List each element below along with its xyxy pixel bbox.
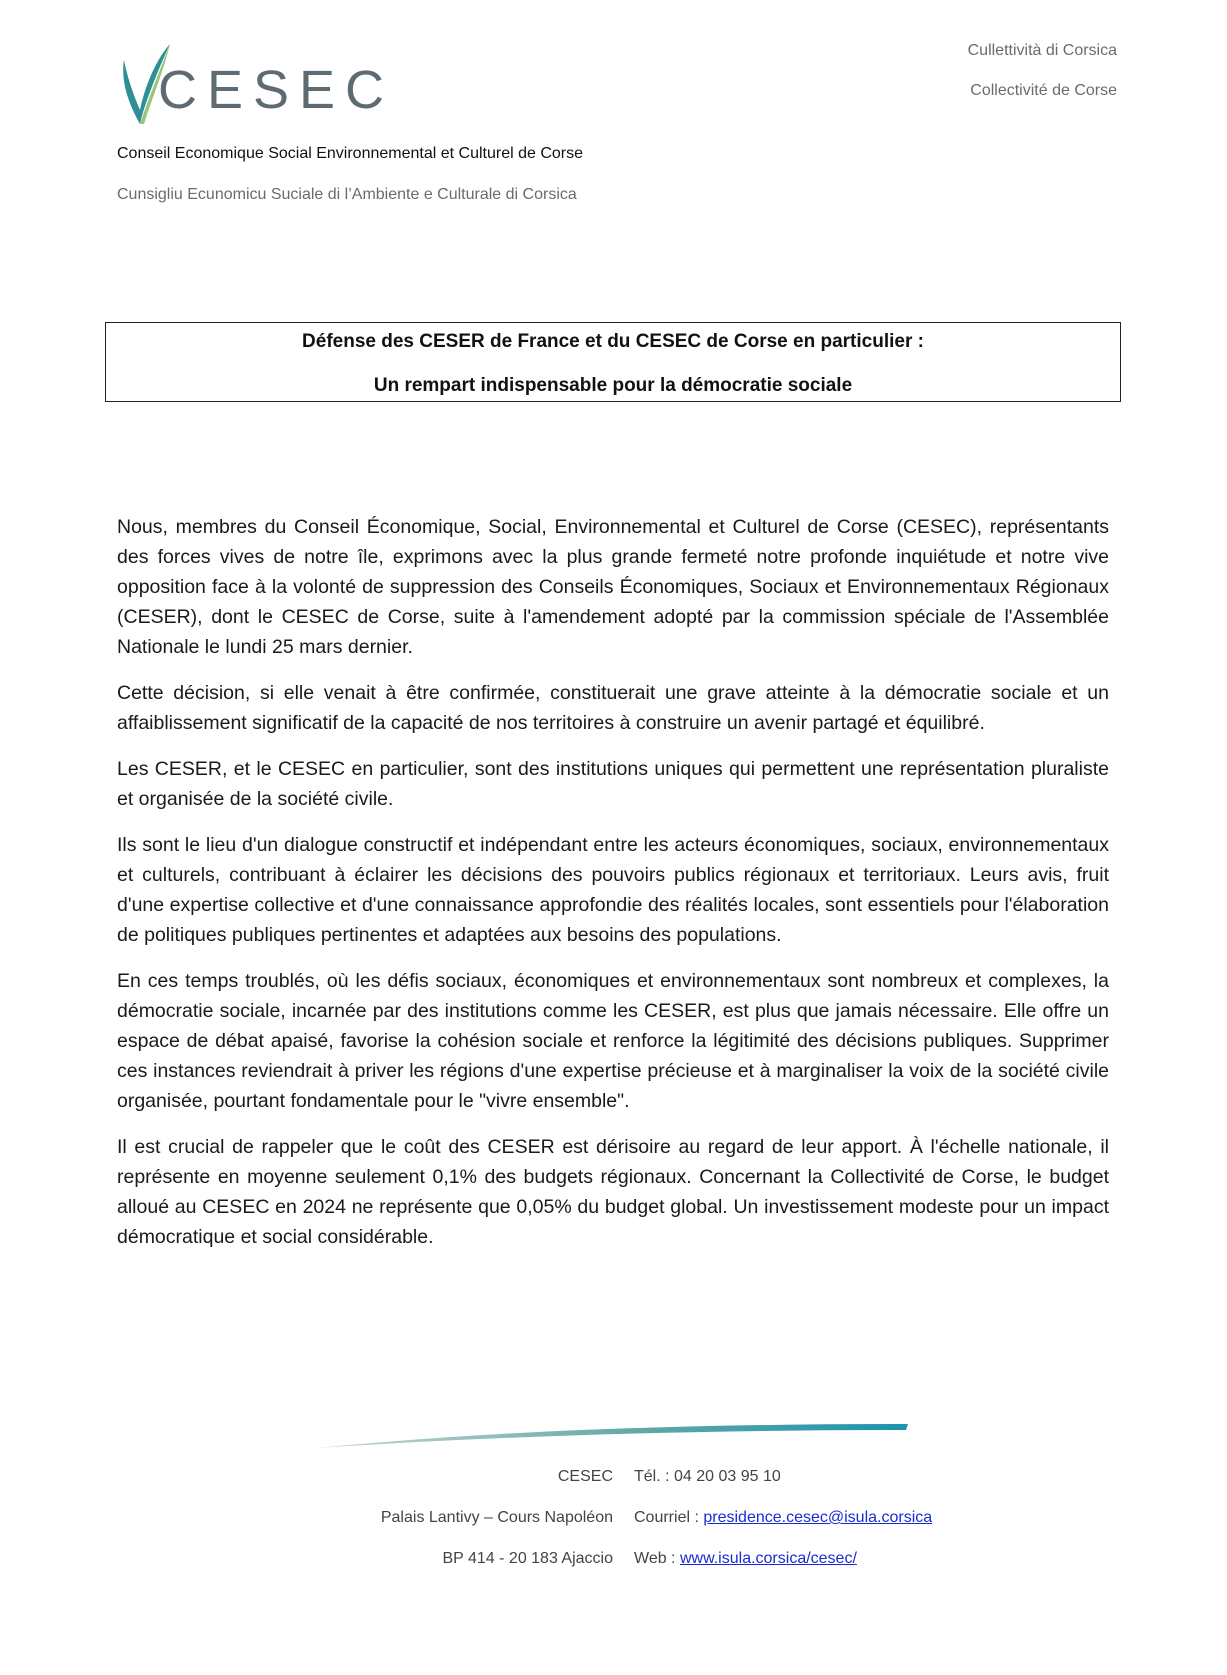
- collectivity-corsican: Cullettività di Corsica: [967, 42, 1117, 59]
- footer-row: [0, 1468, 1227, 1492]
- paragraph: Les CESER, et le CESEC en particulier, sont des institutions uniques qui permettent une représentation pluraliste et organisée de la société civile.: [117, 758, 1109, 810]
- paragraph: En ces temps troublés, où les défis sociaux, économiques et environnementaux sont nombreux et complexes, la démocratie sociale, incarnée par des institutions comme les CESER, est plus que jamais nécessaire. Elle offre un espace de débat apaisé, favorise la cohésion sociale et renforce la légitimité des décisions publiques. Supprimer ces instances reviendrait à priver les régions d'une expertise précieuse et à marginaliser la voix de la société civile organisée, pourtant fondamentale pour le "vivre ensemble".: [117, 970, 1109, 1112]
- cesec-logo: [118, 40, 395, 130]
- paragraph: Nous, membres du Conseil Économique, Social, Environnemental et Culturel de Corse (CESEC), représentants des forces vives de notre île, exprimons avec la plus grande fermeté notre profonde inquiétude et notre vive opposition face à la volonté de suppression des Conseils Économiques, Sociaux et Environnementaux Régionaux (CESER), dont le CESEC de Corse, suite à l'amendement adopté par la commission spéciale de l'Assemblée Nationale le lundi 25 mars dernier.: [117, 516, 1109, 658]
- email-link[interactable]: presidence.cesec@isula.corsica: [703, 1509, 933, 1526]
- collectivity-french: Collectivité de Corse: [970, 82, 1117, 99]
- letter-body: [117, 512, 1109, 1268]
- footer-address-line-2: BP 414 - 20 183 Ajaccio: [442, 1550, 613, 1567]
- title-line-1: Défense des CESER de France et du CESEC de Corse en particulier :: [302, 331, 924, 352]
- website-link[interactable]: www.isula.corsica/cesec/: [679, 1550, 857, 1567]
- org-name-french: Conseil Economique Social Environnemental et Culturel de Corse: [117, 145, 584, 162]
- web-label: Web :: [634, 1550, 680, 1567]
- org-name-corsican: Cunsigliu Ecunomicu Suciale di l’Ambiente e Culturale di Corsica: [117, 186, 577, 203]
- footer-swoosh-divider: [318, 1416, 908, 1450]
- email-label: Courriel :: [634, 1509, 704, 1526]
- footer-telephone: Tél. : 04 20 03 95 10: [634, 1468, 781, 1485]
- footer-address-line-1: Palais Lantivy – Cours Napoléon: [380, 1509, 613, 1526]
- title-line-2: Un rempart indispensable pour la démocratie sociale: [373, 375, 853, 396]
- footer-email: [634, 1509, 932, 1527]
- footer-row: [0, 1509, 1227, 1533]
- svg-text:CESEC: CESEC: [158, 60, 395, 120]
- title-box: [105, 322, 1121, 402]
- paragraph: Cette décision, si elle venait à être confirmée, constituerait une grave atteinte à la démocratie sociale et un affaiblissement significatif de la capacité de nos territoires à construire un avenir partagé et équilibré.: [117, 682, 1109, 734]
- footer-web: [634, 1550, 857, 1568]
- footer-org-name: CESEC: [557, 1468, 613, 1485]
- paragraph: Il est crucial de rappeler que le coût des CESER est dérisoire au regard de leur apport. À l'échelle nationale, il représente en moyenne seulement 0,1% des budgets régionaux. Concernant la Collectivité de Corse, le budget alloué au CESEC en 2024 ne représente que 0,05% du budget global. Un investissement modeste pour un impact démocratique et social considérable.: [117, 1136, 1109, 1248]
- paragraph: Ils sont le lieu d'un dialogue constructif et indépendant entre les acteurs économiques, sociaux, environnementaux et culturels, contribuant à éclairer les décisions des pouvoirs publics régionaux et territoriaux. Leurs avis, fruit d'une expertise collective et d'une connaissance approfondie des réalités locales, sont essentiels pour l'élaboration de politiques publiques pertinentes et adaptées aux besoins des populations.: [117, 834, 1109, 946]
- footer-row: [0, 1550, 1227, 1574]
